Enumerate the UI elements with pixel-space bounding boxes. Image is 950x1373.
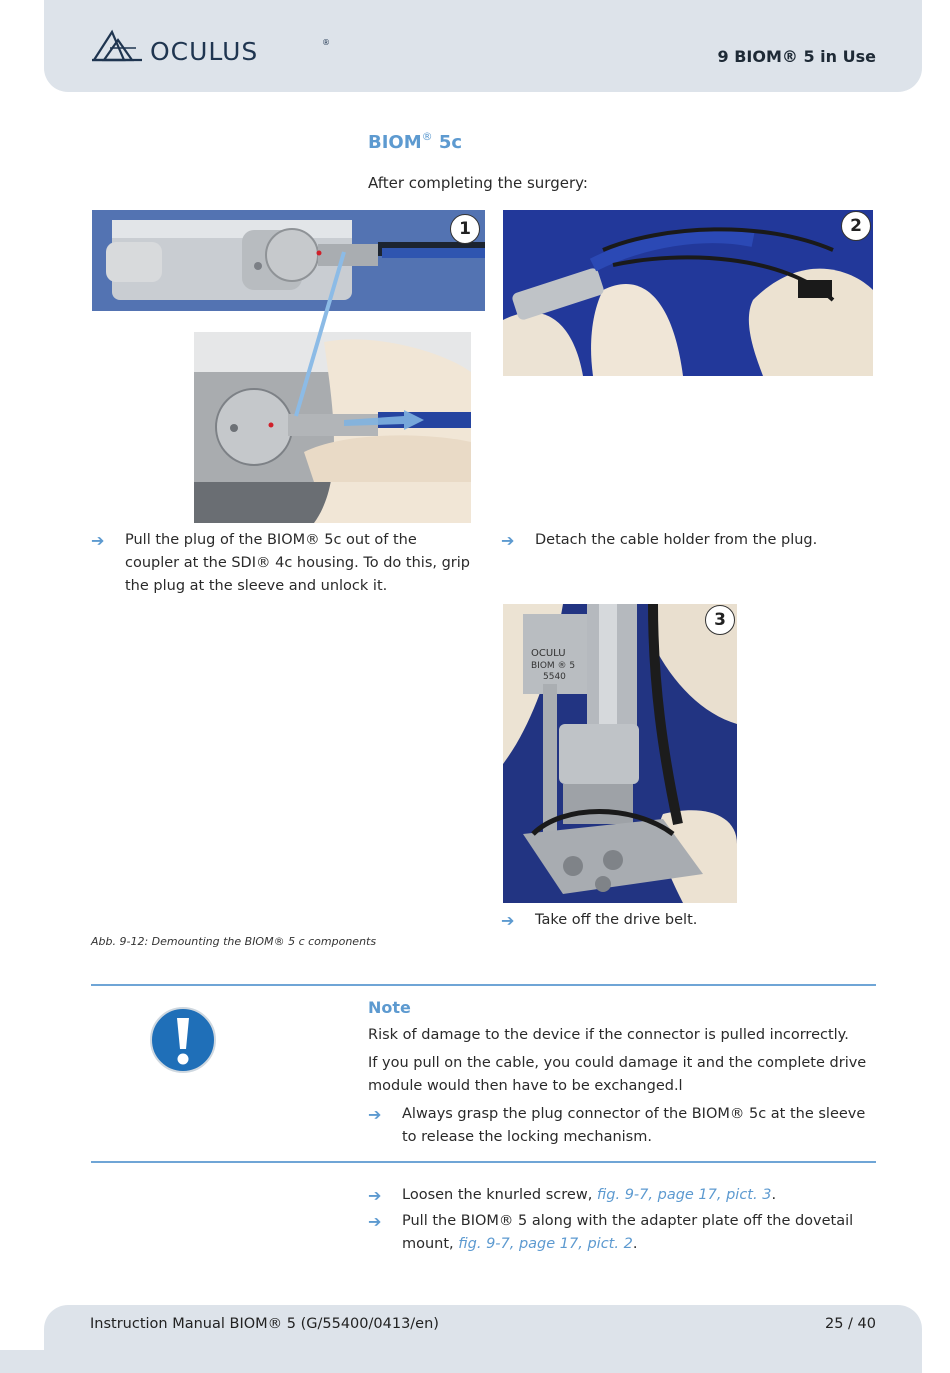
manual-title: Instruction Manual BIOM® 5 (G/55400/0413/en) [90,1316,439,1332]
page-footer [44,1305,922,1373]
step-text: Pull the BIOM® 5 along with the adapter plate off the dovetail mount, fig. 9-7, page 17, pict. 2. [402,1213,854,1252]
svg-text:OCULU: OCULU [531,648,566,659]
svg-text:5540: 5540 [543,672,566,682]
logo-text: OCULUS [150,37,259,66]
figure-number-badge: 3 [705,605,735,635]
step-arrow-icon: ➔ [368,1186,382,1205]
step-pull-biom-off-mount [368,1210,878,1258]
step-arrow-icon: ➔ [368,1212,382,1231]
step-arrow-icon: ➔ [501,911,515,930]
note-title: Note [368,998,411,1017]
note-step-grasp-plug [368,1103,878,1151]
step-text: Loosen the knurled screw, fig. 9-7, page 17, pict. 3. [402,1187,777,1203]
oculus-logo-mark-icon [90,26,150,70]
figure-reference-link[interactable]: fig. 9-7, page 17, pict. 2 [458,1236,633,1252]
oculus-logo [90,26,330,70]
chapter-title: 9 BIOM® 5 in Use [717,47,876,66]
step-pull-plug [91,529,491,599]
step-arrow-icon: ➔ [91,531,105,550]
step-loosen-knurled-screw [368,1184,878,1208]
page-header [44,0,922,92]
photo-coupler-housing [92,210,485,311]
note-risk-text: Risk of damage to the device if the connector is pulled incorrectly. [368,1027,849,1043]
note-cable-text: If you pull on the cable, you could damage it and the complete drive module would then have to be exchanged.l [368,1055,867,1094]
page-number: 25 / 40 [824,1316,876,1332]
step-arrow-icon: ➔ [501,531,515,550]
zoom-connector-line [290,250,350,420]
logo-registered-mark: ® [322,38,330,47]
step-text: Take off the drive belt. [535,912,698,928]
step-text: Pull the plug of the BIOM® 5c out of the coupler at the SDI® 4c housing. To do this, grip the plug at the sleeve and unlock it. [125,532,470,594]
step-take-off-drive-belt [501,909,881,933]
figure-reference-link[interactable]: fig. 9-7, page 17, pict. 3 [596,1187,772,1203]
figure-number-badge: 1 [450,214,480,244]
section-title: BIOM® 5c [368,130,463,153]
exclamation-warning-icon [149,1006,217,1074]
figure-caption: Abb. 9-12: Demounting the BIOM® 5 c components [91,935,377,948]
figure-number-badge: 2 [841,211,871,241]
intro-text: After completing the surgery: [368,174,588,192]
photo-cable-holder [503,210,873,376]
svg-text:BIOM ® 5: BIOM ® 5 [531,661,576,671]
footer-corner-block [0,1350,44,1373]
step-detach-cable-holder [501,529,881,553]
step-text: Detach the cable holder from the plug. [535,532,818,548]
photo-drive-belt [503,604,737,903]
step-text: Always grasp the plug connector of the BIOM® 5c at the sleeve to release the locking mechanism. [402,1106,866,1145]
step-arrow-icon: ➔ [368,1105,382,1124]
note-bottom-divider [91,1161,876,1163]
note-top-divider [91,984,876,986]
